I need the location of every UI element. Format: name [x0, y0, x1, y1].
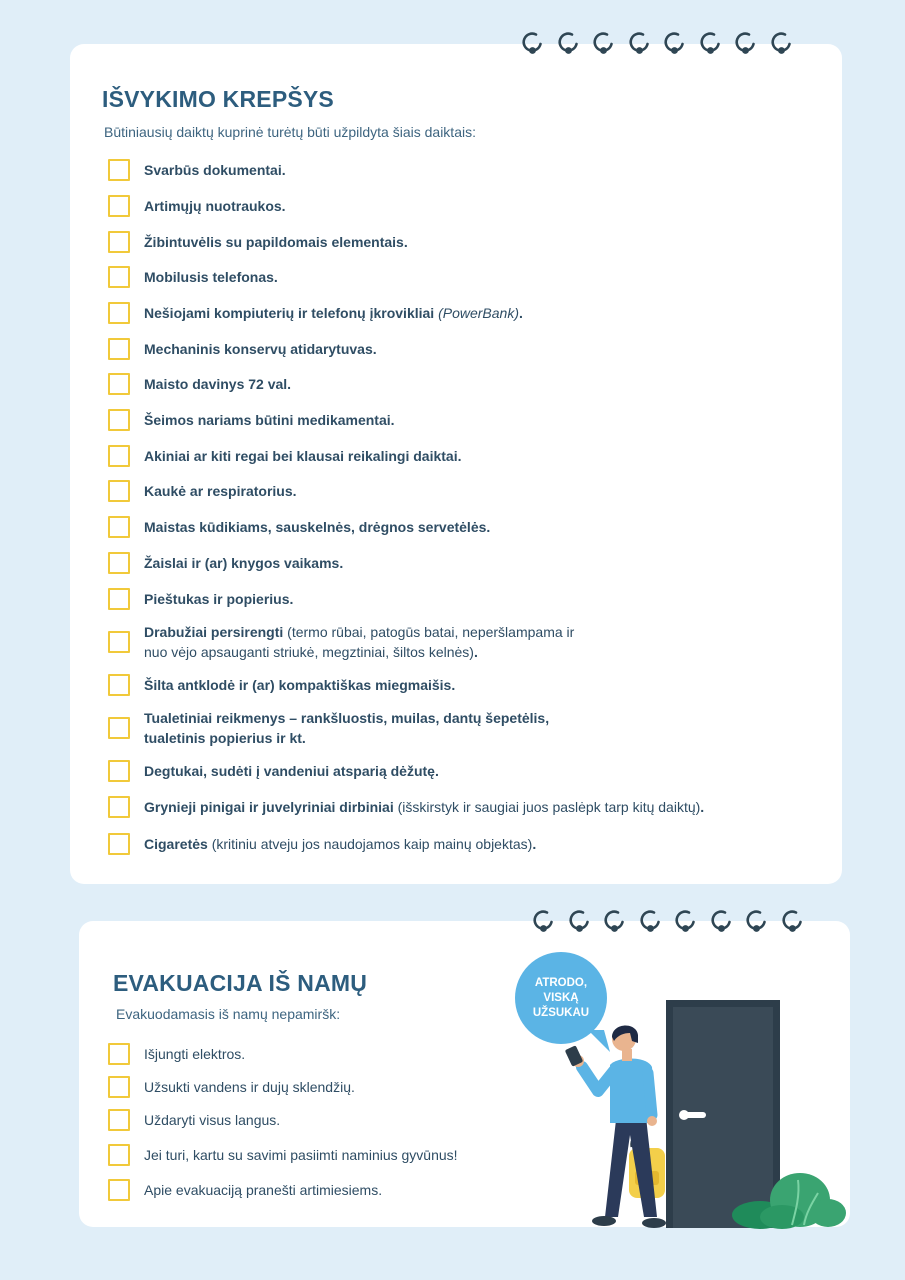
binder-ring-icon: [709, 908, 745, 932]
binder-ring-icon: [744, 908, 780, 932]
checklist-item: [108, 622, 574, 662]
item-tail: .: [473, 644, 478, 660]
binder-ring-icon: [627, 30, 663, 54]
binder-ring-icon: [698, 30, 734, 54]
item-label: Nešiojami kompiuterių ir telefonų įkrovikliai: [144, 305, 435, 321]
checklist-item: [108, 552, 343, 574]
checklist-item: [108, 409, 395, 431]
checkbox[interactable]: [108, 631, 130, 653]
item-label: Jei turi, kartu su savimi pasiimti naminius gyvūnus!: [144, 1147, 458, 1163]
checklist-item: [108, 445, 461, 467]
item-label: Grynieji pinigai ir juvelyriniai dirbiniai: [144, 799, 394, 815]
checklist-item: [108, 1076, 355, 1098]
checklist-item: [108, 159, 286, 181]
item-label: Svarbūs dokumentai.: [144, 162, 286, 178]
binder-ring-icon: [769, 30, 805, 54]
binder-ring-icon: [780, 908, 816, 932]
binder-ring-icon: [556, 30, 592, 54]
speech-line: UŽSUKAU: [532, 1007, 590, 1019]
checkbox[interactable]: [108, 195, 130, 217]
checklist-item: [108, 1179, 382, 1201]
binder-ring-icon: [602, 908, 638, 932]
item-note: (kritiniu atveju jos naudojamos kaip mainų objektas): [211, 836, 533, 852]
checklist-item: [108, 833, 536, 855]
checklist-item: [108, 516, 490, 538]
checkbox[interactable]: [108, 1179, 130, 1201]
item-tail: .: [532, 836, 537, 852]
checklist-item: [108, 674, 455, 696]
door-knob: [679, 1110, 689, 1120]
item-label: Tualetiniai reikmenys – rankšluostis, muilas, dantų šepetėlis,: [144, 710, 550, 726]
checklist-item: [108, 373, 291, 395]
person: [565, 1025, 666, 1228]
item-label: Šilta antklodė ir (ar) kompaktiškas miegmaišis.: [144, 677, 456, 693]
binder-ring-icon: [520, 30, 556, 54]
checklist-item: [108, 231, 408, 253]
item-tail: .: [519, 305, 523, 321]
item-label: Uždaryti visus langus.: [144, 1112, 281, 1128]
checkbox[interactable]: [108, 302, 130, 324]
binder-ring-icon: [673, 908, 709, 932]
item-label: Artimųjų nuotraukos.: [144, 198, 286, 214]
checkbox[interactable]: [108, 516, 130, 538]
checkbox[interactable]: [108, 833, 130, 855]
checkbox[interactable]: [108, 1043, 130, 1065]
checklist-item: [108, 760, 439, 782]
binder-ring-icon: [733, 30, 769, 54]
item-label: Kaukė ar respiratorius.: [144, 483, 297, 499]
evacuation-subtitle: Evakuodamasis iš namų nepamiršk:: [116, 1006, 341, 1022]
binder-rings-top: [520, 30, 804, 54]
item-label: Cigaretės: [144, 836, 208, 852]
checkbox[interactable]: [108, 1109, 130, 1131]
checkbox[interactable]: [108, 338, 130, 360]
item-label: Šeimos nariams būtini medikamentai.: [144, 412, 395, 428]
checklist-item: [108, 1109, 280, 1131]
item-label: Išjungti elektros.: [144, 1046, 246, 1062]
checklist-item: [108, 588, 293, 610]
checkbox[interactable]: [108, 409, 130, 431]
packing-subtitle: Būtiniausių daiktų kuprinė turėtų būti užpildyta šiais daiktais:: [104, 124, 476, 140]
item-label: Žibintuvėlis su papildomais elementais.: [144, 234, 408, 250]
item-label: Maisto davinys 72 val.: [144, 376, 292, 392]
item-note: (išskirstyk ir saugiai juos paslėpk tarp kitų daiktų): [397, 799, 701, 815]
checkbox[interactable]: [108, 480, 130, 502]
checkbox[interactable]: [108, 552, 130, 574]
speech-line: ATRODO,: [534, 977, 588, 989]
checkbox[interactable]: [108, 760, 130, 782]
checklist-item: [108, 708, 549, 748]
item-note-line2: nuo vėjo apsauganti striukė, megztiniai, šiltos kelnės): [144, 644, 474, 660]
checkbox[interactable]: [108, 1076, 130, 1098]
item-label: Maistas kūdikiams, sauskelnės, drėgnos servetėlės.: [144, 519, 491, 535]
binder-ring-icon: [567, 908, 603, 932]
checklist-item: [108, 195, 286, 217]
checkbox[interactable]: [108, 231, 130, 253]
binder-ring-icon: [638, 908, 674, 932]
item-label: Pieštukas ir popierius.: [144, 591, 294, 607]
item-note: (termo rūbai, patogūs batai, neperšlampama ir: [287, 624, 575, 640]
binder-ring-icon: [531, 908, 567, 932]
item-label: Degtukai, sudėti į vandeniui atsparią dėžutę.: [144, 763, 439, 779]
item-label-line2: tualetinis popierius ir kt.: [144, 730, 306, 746]
checkbox[interactable]: [108, 445, 130, 467]
checkbox[interactable]: [108, 1144, 130, 1166]
checkbox[interactable]: [108, 588, 130, 610]
binder-ring-icon: [662, 30, 698, 54]
speech-line: VISKĄ: [543, 992, 579, 1004]
checkbox[interactable]: [108, 266, 130, 288]
checkbox[interactable]: [108, 796, 130, 818]
item-label: Akiniai ar kiti regai bei klausai reikalingi daiktai.: [144, 448, 462, 464]
checklist-item: [108, 480, 297, 502]
checklist-item: [108, 1043, 245, 1065]
binder-ring-icon: [591, 30, 627, 54]
checkbox[interactable]: [108, 159, 130, 181]
binder-rings-bottom: [531, 908, 815, 932]
item-label: Drabužiai persirengti: [144, 624, 284, 640]
evacuation-title: EVAKUACIJA IŠ NAMŲ: [113, 970, 368, 996]
item-tail: .: [700, 799, 705, 815]
item-note: (PowerBank): [438, 305, 519, 321]
item-label: Mobilusis telefonas.: [144, 269, 278, 285]
checklist-item: [108, 796, 704, 818]
checkbox[interactable]: [108, 717, 130, 739]
packing-title: IŠVYKIMO KREPŠYS: [102, 86, 334, 112]
speech-bubble-tail: [588, 1030, 612, 1054]
item-label: Žaislai ir (ar) knygos vaikams.: [144, 555, 344, 571]
checkbox[interactable]: [108, 674, 130, 696]
checklist-item: [108, 302, 523, 324]
checkbox[interactable]: [108, 373, 130, 395]
checklist-item: [108, 266, 278, 288]
item-label: Užsukti vandens ir dujų sklendžių.: [144, 1079, 355, 1095]
checklist-item: [108, 1144, 458, 1166]
item-label: Mechaninis konservų atidarytuvas.: [144, 341, 377, 357]
item-label: Apie evakuaciją pranešti artimiesiems.: [144, 1182, 383, 1198]
checklist-item: [108, 338, 377, 360]
